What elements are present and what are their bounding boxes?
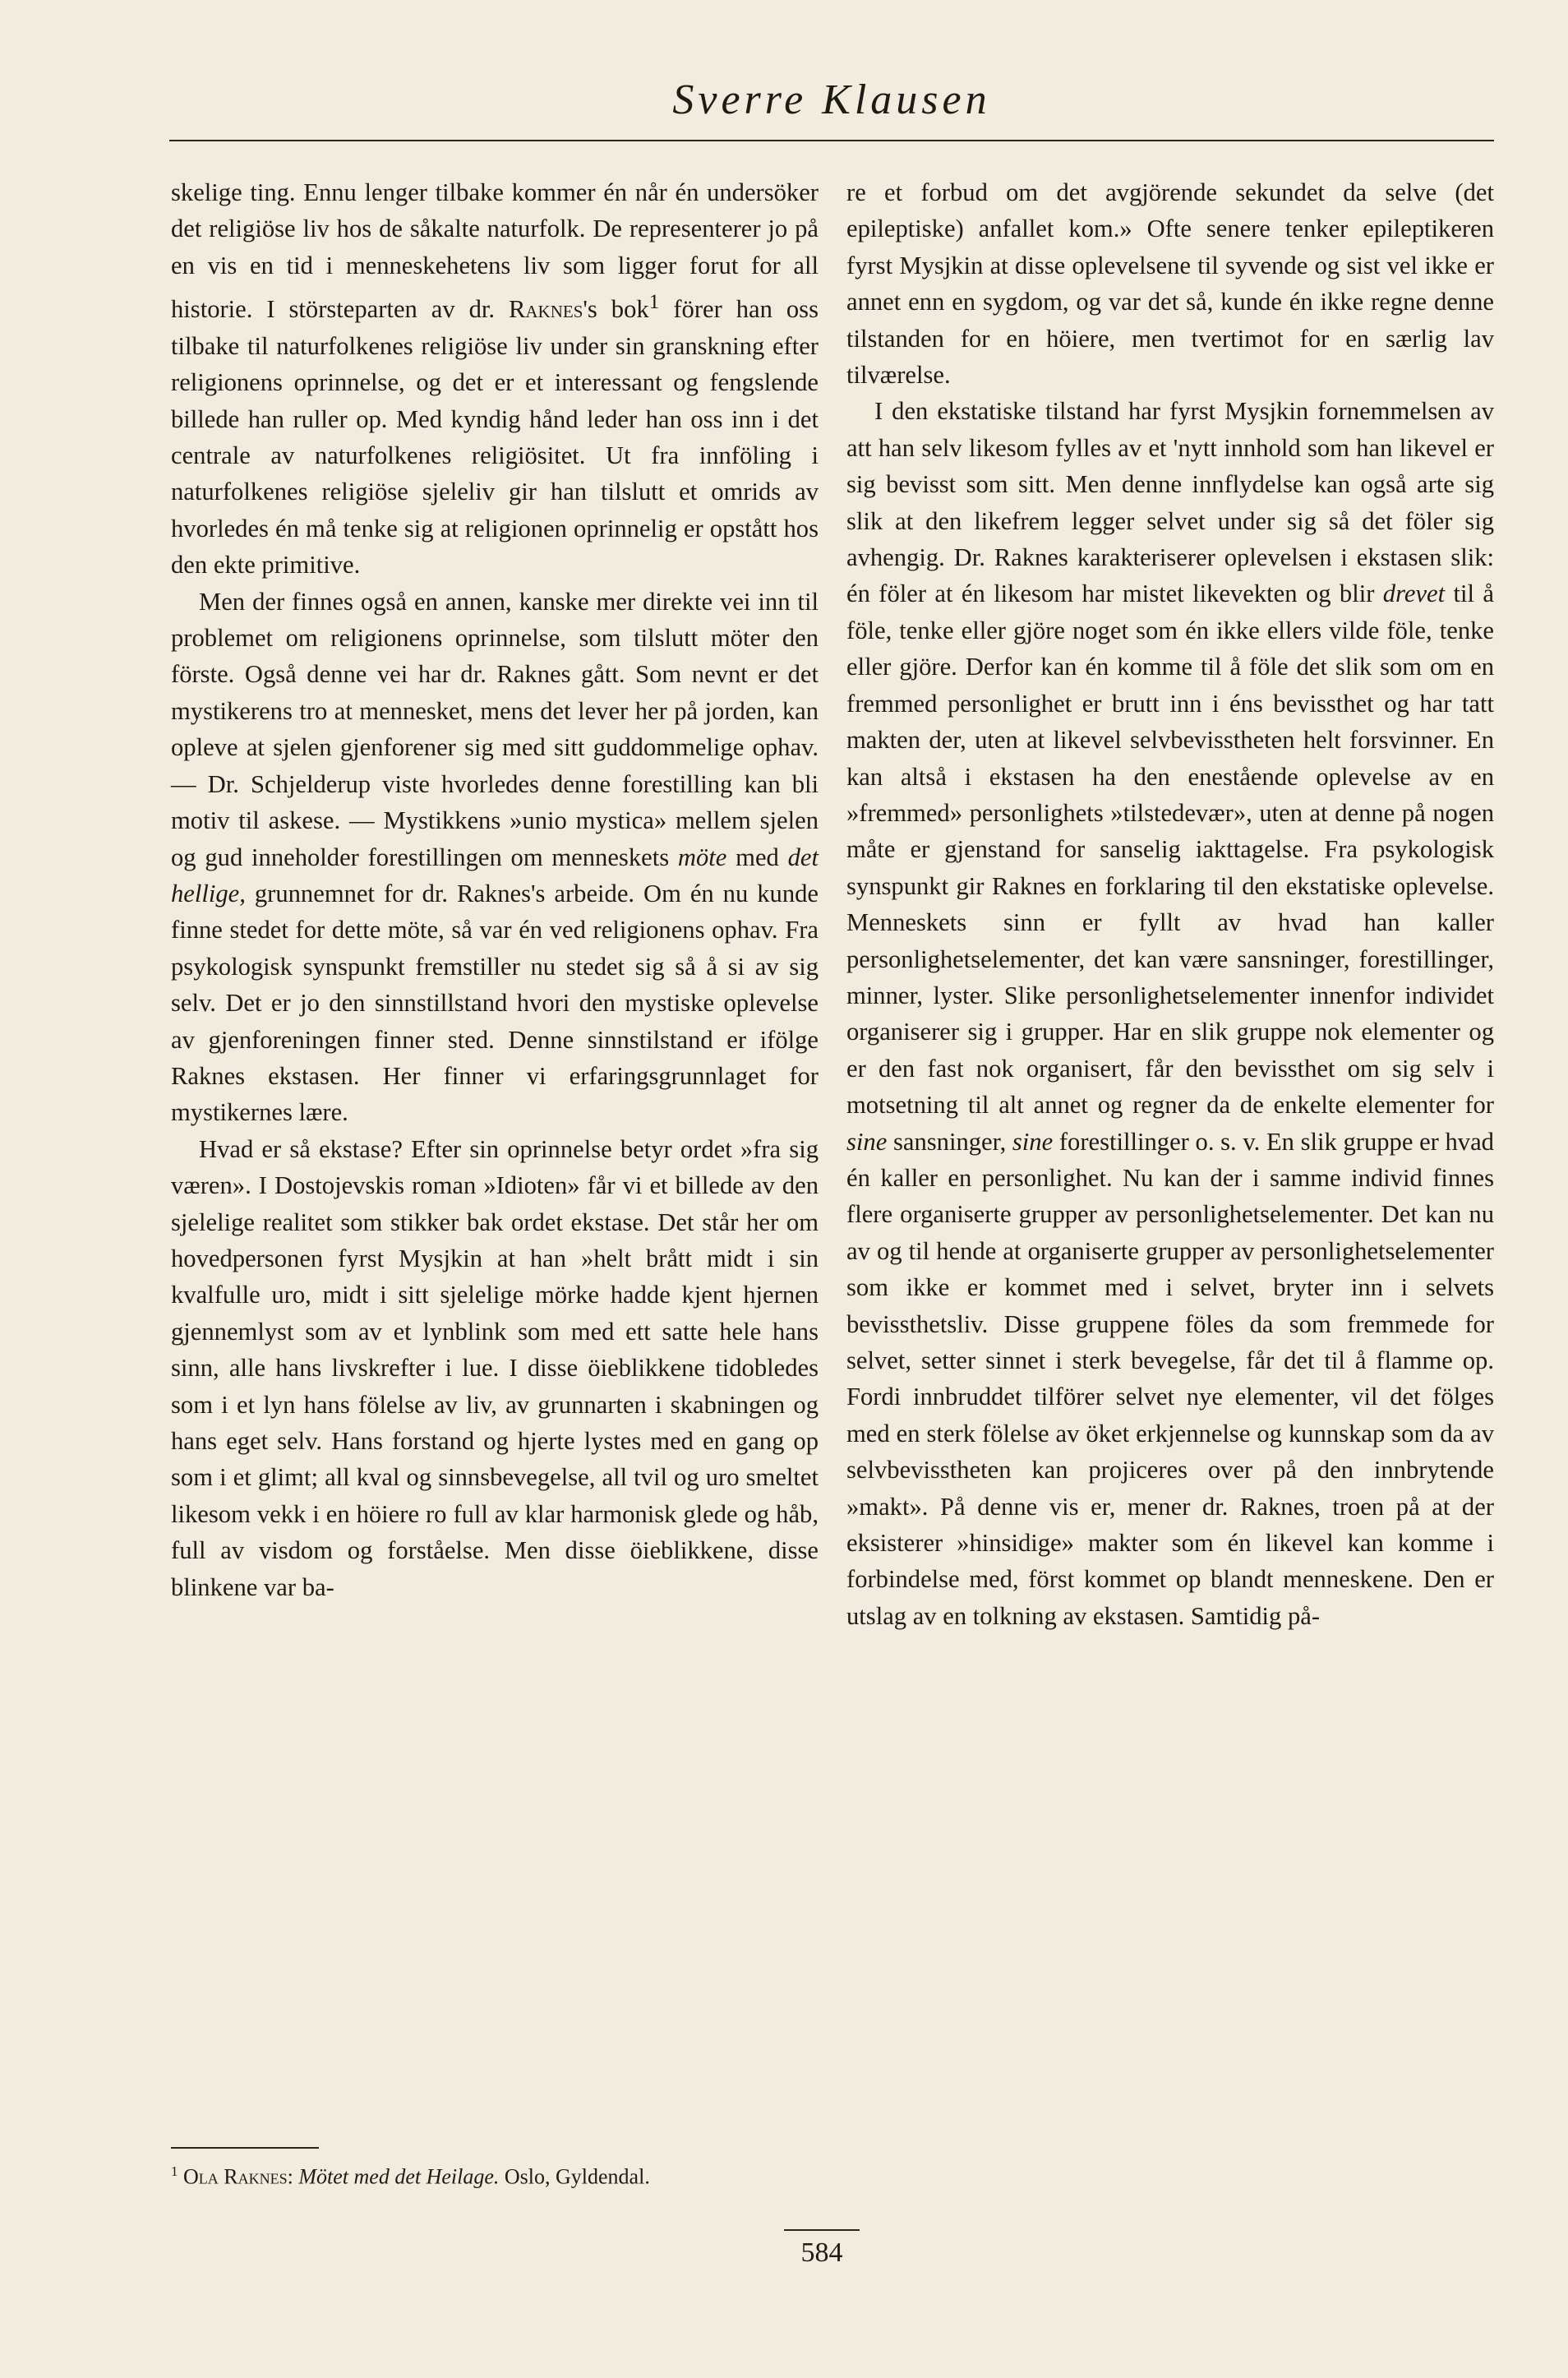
italic-text: möte [677,843,727,871]
author-name-smallcaps: Raknes [508,295,583,324]
header-rule [169,140,1494,141]
paragraph: I den ekstatiske tilstand har fyrst Mysjkin fornemmelsen av att han selv likesom fylles av et 'nytt innhold som han likevel er sig bevisst som sitt. Men denne innflydelse kan også arte sig slik at den likefrem legger selvet under sig så det föler sig avhengig. Dr. Raknes karakteriserer oplevelsen i ekstasen slik: én föler at én likesom har mistet likevekten og blir drevet til å föle, tenke eller gjöre noget som én ikke ellers vilde föle, tenke eller gjöre. Derfor kan én komme til å föle det slik som om en fremmed personlighet er brutt inn i éns bevissthet og har tatt makten der, uten at likevel selvbevisstheten helt forsvinner. En kan altså i ekstasen ha den enestående oplevelse av en »fremmed» personlighets »tilstedevær», uten at denne på nogen måte er gjenstand for sanselig iakttagelse. Fra psykologisk synspunkt gir Raknes en forklaring til den ekstatiske oplevelse. Menneskets sinn er fyllt av hvad han kaller personlighetselementer, det kan være sansninger, forestillinger, minner, lyster. Slike personlighetselementer innenfor individet organiserer sig i grupper. Har en slik gruppe nok elementer og er den fast nok organisert, får den bevissthet om sig selv i motsetning til alt annet og regner da de enkelte elementer for sine sansninger, sine forestillinger o. s. v. En slik gruppe er hvad én kaller en personlighet. Nu kan der i samme individ finnes flere organiserte grupper av personlighetselementer. Det kan nu av og til hende at organiserte grupper av personlighetselementer som ikke er kommet med i selvet, bryter inn i selvets bevissthetsliv. Disse gruppene föles da som fremmede for selvet, setter sinnet i sterk bevegelse, får det til å flamme op. Fordi innbruddet tilförer selvet nye elementer, vil det fölges med en sterk fölelse av öket erkjennelse og kunnskap som da av selvbevisstheten kan projiceres over på den innbrytende »makt». På denne vis er, mener dr. Raknes, troen på at der eksisterer »hinsidige» makter som én likevel kan komme i forbindelse med, först kommet op blandt menneskene. Den er utslag av en tolkning av ekstasen. Samtidig på- [846,397,1494,1630]
footnote: $^1$ Ola Raknes: Mötet med det Heilage. Oslo, Gyldendal. [171,2163,650,2189]
right-column [846,174,1494,1634]
footnote-author: Ola Raknes [183,2164,288,2189]
italic-text: det hellige, [171,843,819,907]
footnote-reference: 1 [648,289,660,314]
paragraph: Men der finnes også en annen, kanske mer direkte vei inn til problemet om religionens oprinnelse, som tilslutt möter den förste. Også denne vei har dr. Raknes gått. Som nevnt er det mystikerens tro at mennesket, mens det lever her på jorden, kan opleve at sjelen gjenforener sig med sitt guddommelige ophav. — Dr. Schjelderup viste hvorledes denne forestilling kan bli motiv til askese. — Mystikkens »unio mystica» mellem sjelen og gud inneholder forestillingen om menneskets möte med det hellige, grunnemnet for dr. Raknes's arbeide. Om én nu kunde finne stedet for dette möte, så var én ved religionens ophav. Fra psykologisk synspunkt fremstiller nu stedet sig så å si av sig selv. Det er jo den sinnstillstand hvori den mystiske oplevelse av gjenforeningen finner sted. Denne sinnstilstand er ifölge Raknes ekstasen. Her finner vi erfaringsgrunnlaget for mystikernes lære. [171,587,819,1127]
paragraph: Hvad er så ekstase? Efter sin oprinnelse betyr ordet »fra sig væren». I Dostojevskis roman »Idioten» får vi et billede av den sjelelige realitet som stikker bak ordet ekstase. Det står her om hovedpersonen fyrst Mysjkin at han »helt brått midt i sin kvalfulle uro, midt i sitt sjelelige mörke hadde kjent hjernen gjennemlyst som av et lynblink som med ett satte hele hans sinn, alle hans livskrefter i lue. I disse öieblikkene tidobledes som i et lyn hans fölelse av liv, av grunnarten i skabningen og hans eget selv. Hans forstand og hjerte lystes med en gang op som i et glimt; all kval og sinnsbevegelse, all tvil og uro smeltet likesom vekk i en höiere ro full av klar harmonisk glede og håb, full av visdom og forståelse. Men disse öieblikkene, disse blinkene var ba- [171,1134,819,1601]
paragraph: re et forbud om det avgjörende sekundet da selve (det epileptiske) anfallet kom.» Ofte senere tenker epileptikeren fyrst Mysjkin at disse oplevelsene til syvende og sist vel ikke er annet enn en sygdom, og var det så, kunde én ikke regne denne tilstanden for en höiere, men tvertimot for en særlig lav tilværelse. [846,178,1494,390]
italic-text: drevet [1382,579,1446,608]
page-number-rule [784,2229,860,2231]
italic-text: sine [1012,1127,1054,1156]
footnote-title: Mötet med det Heilage. [298,2164,500,2189]
page-number: 584 [800,2237,843,2268]
left-column [171,174,819,1605]
footnote-rule [171,2147,319,2149]
italic-text: sine [846,1127,888,1156]
paragraph: skelige ting. Ennu lenger tilbake kommer én når én undersöker det religiöse liv hos de såkalte naturfolk. De representerer jo på en vis en tid i menneskehetens liv som ligger forut for all historie. I störsteparten av dr. Raknes's bok$^1$ förer han oss tilbake til naturfolkenes religiöse liv under sin granskning efter religionens oprinnelse, og det er et interessant og fengslende billede han ruller op. Med kyndig hånd leder han oss inn i det centrale av naturfolkenes religiösitet. Ut fra innföling i naturfolkenes religiöse sjeleliv gir han tilslutt et omrids av hvorledes én må tenke sig at religionen oprinnelig er opstått hos den ekte primitive. [171,178,819,579]
running-header: Sverre Klausen [672,76,991,123]
footnote-number: 1 [171,2163,178,2179]
